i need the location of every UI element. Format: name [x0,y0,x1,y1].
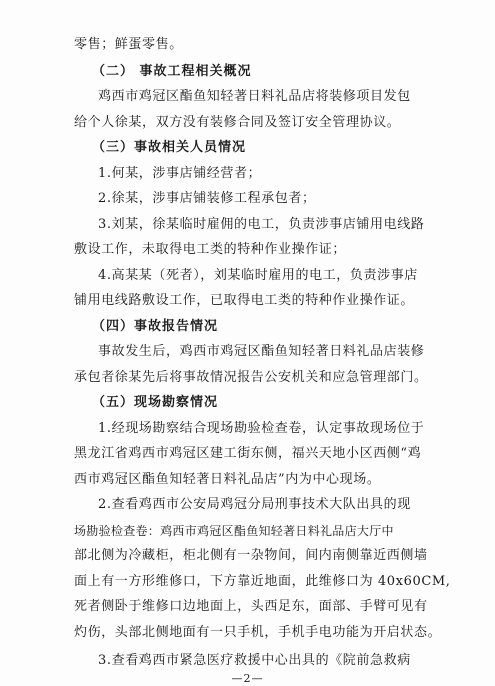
body-text-line: 西市鸡冠区酯鱼知轻著日料礼品店”内为中心现场。 [74,472,381,487]
body-text-line: 零售；鲜蛋零售。 [74,37,183,52]
body-text-line: 场勘验检查卷：鸡西市鸡冠区酯鱼知轻著日料礼品店大厅中 [74,524,394,538]
section-heading-4: （四）事故报告情况 [92,319,219,334]
section-heading-3: （三）事故相关人员情况 [92,140,247,155]
body-text-line: 鸡西市鸡冠区酯鱼知轻著日料礼品店将装修项目发包 [98,89,411,104]
body-text-line: 灼伤，头部北侧地面有一只手机，手机手电功能为开启状态。 [74,625,442,640]
body-text-line: 3.刘某，徐某临时雇佣的电工，负责涉事店铺用电线路 [98,217,425,232]
section-heading-2: （二） 事故工程相关概况 [92,64,252,79]
body-text-line: 铺用电线路敷设工作，已取得电工类的特种作业操作证。 [74,293,415,308]
body-text-line: 3.查看鸡西市紧急医疗救援中心出具的《院前急救病 [98,653,411,668]
body-text-line: 2.徐某，涉事店铺装修工程承包者； [98,191,316,206]
body-text-line: 部北侧为冷藏柜，柜北侧有一杂物间，间内南侧靠近西侧墙 [74,548,428,563]
body-text-line: 死者侧卧于维修口边地面上，头西足东，面部、手臂可见有 [74,599,428,614]
body-text-line: 4.高某某（死者），刘某临时雇用的电工，负责涉事店 [98,268,418,283]
body-text-line: 1.经现场勘察结合现场勘验检查卷，认定事故现场位于 [98,421,425,436]
body-text-line: 黑龙江省鸡西市鸡冠区建工街东侧，福兴天地小区西侧“鸡 [74,446,422,461]
body-text-line: 面上有一方形维修口，下方靠近地面，此维修口为 40x60CM, [74,574,451,589]
section-heading-5: （五）现场勘察情况 [92,395,219,410]
body-text-line: 敷设工作，未取得电工类的特种作业操作证； [74,242,347,257]
body-text-line: 给个人徐某，双方没有装修合同及签订安全管理协议。 [74,115,401,130]
body-text-line: 承包者徐某先后将事故情况报告公安机关和应急管理部门。 [74,370,428,385]
body-text-line: 1.何某，涉事店铺经营者； [98,166,262,181]
page-number: —2— [231,672,264,685]
body-text-line: 2.查看鸡西市公安局鸡冠分局刑事技术大队出具的现 [98,497,411,512]
body-text-line: 事故发生后，鸡西市鸡冠区酯鱼知轻著日料礼品店装修 [98,344,425,359]
